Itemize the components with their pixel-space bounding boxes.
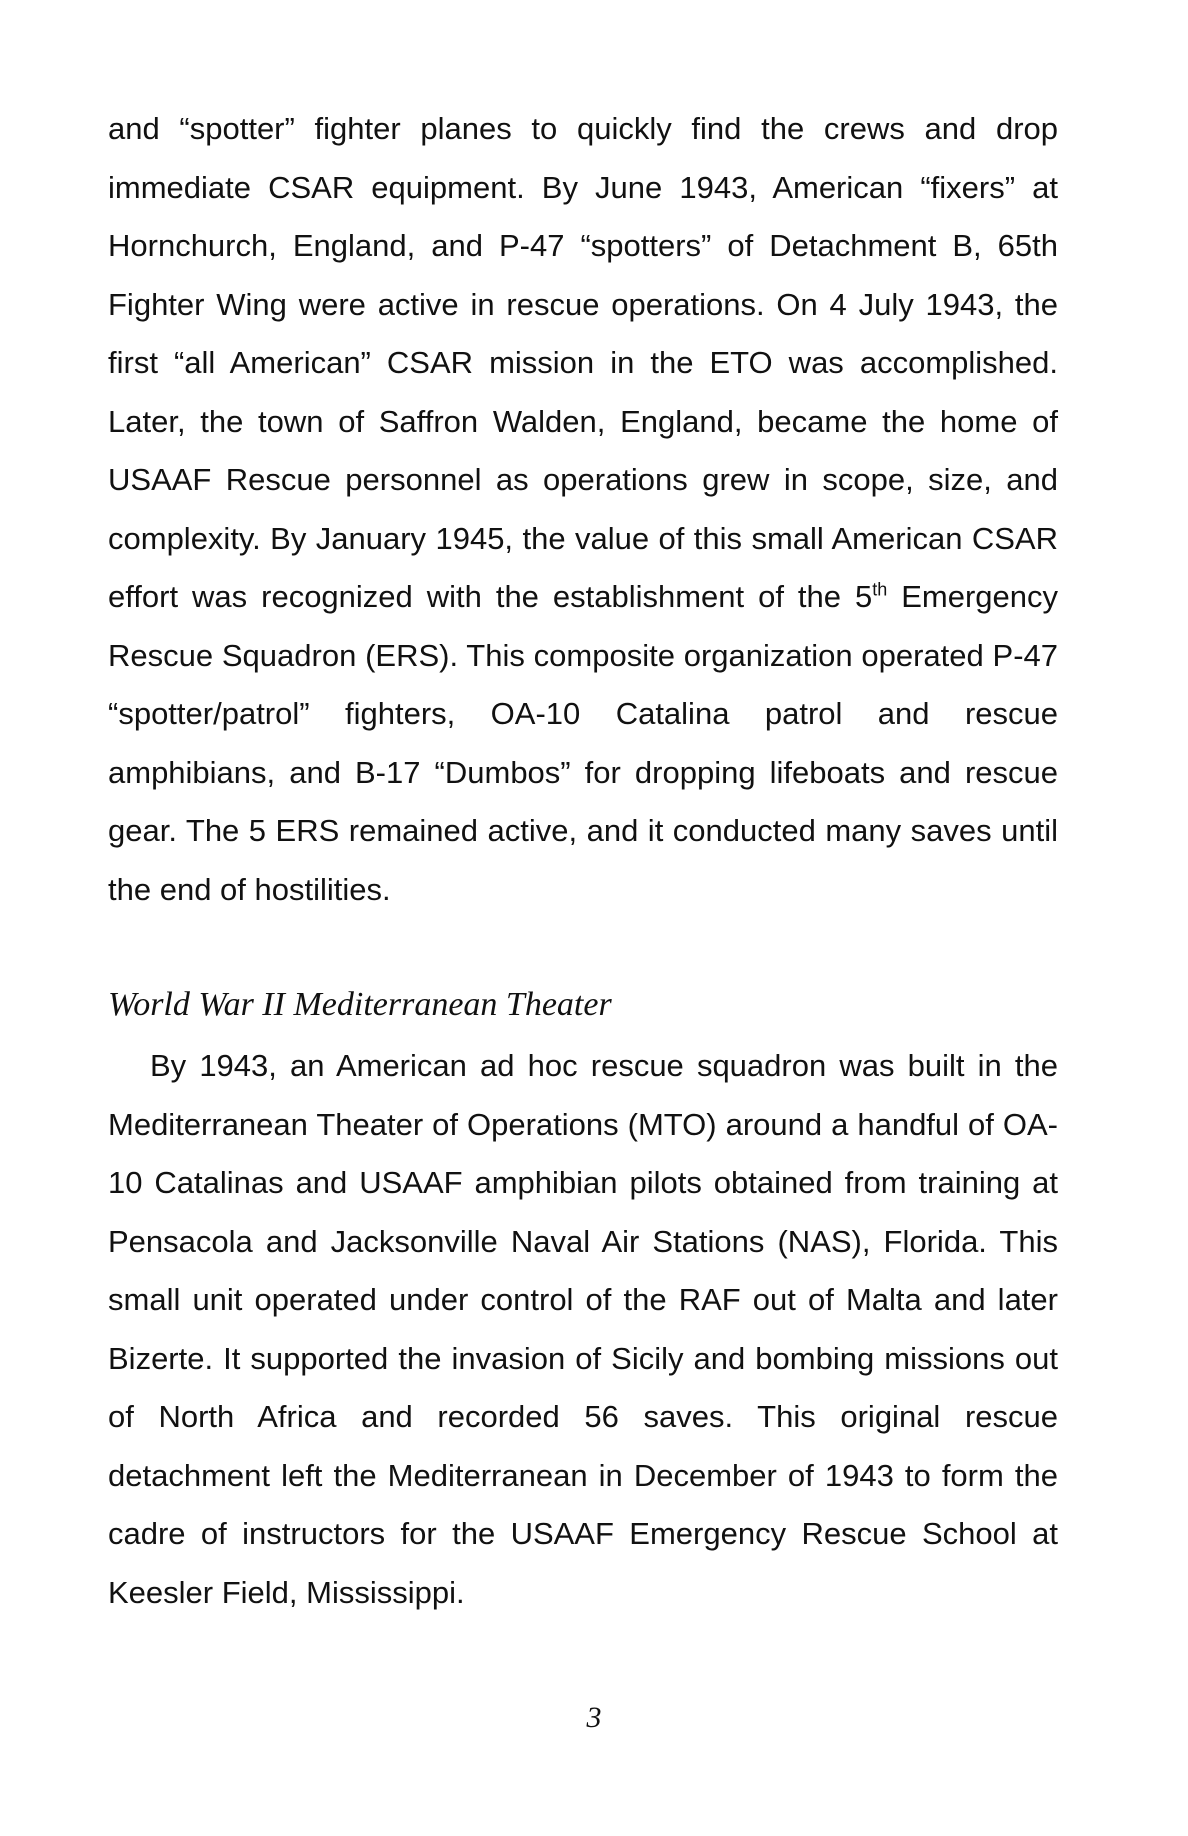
body-paragraph-mto-rescue: [108, 1037, 1058, 1622]
body-paragraph-etp-rescue: [108, 100, 1058, 919]
paragraph-text: [108, 100, 1058, 919]
paragraph-text-part: and “spotter” fighter planes to quickly find the crews and drop immediate CSAR equipment. By June 1943, American “fixers” at Hornchurch, England, and P-47 “spotters” of Detachment B, 65th Fighter Wing were active in rescue operations. On 4 July 1943, the first “all American” CSAR mission in the ETO was accomplished. Later, the town of Saffron Walden, England, became the home of USAAF Rescue personnel as operations grew in scope, size, and complexity. By January 1945, the value of this small American CSAR effort was recognized with the establishment of the 5: [108, 111, 1058, 614]
section-heading: World War II Mediterranean Theater: [108, 986, 612, 1023]
paragraph-text-part: Emergency Rescue Squadron (ERS). This composite organization operated P-47 “spotter/patrol” fighters, OA-10 Catalina patrol and rescue amphibians, and B-17 “Dumbos” for dropping lifeboats and rescue gear. The 5 ERS remained active, and it conducted many saves until the end of hostilities.: [108, 579, 1058, 907]
ordinal-suffix: th: [872, 579, 888, 600]
paragraph-text: By 1943, an American ad hoc rescue squadron was built in the Mediterranean Theater of Operations (MTO) around a handful of OA-10 Catalinas and USAAF amphibian pilots obtained from training at Pensacola and Jacksonville Naval Air Stations (NAS), Florida. This small unit operated under control of the RAF out of Malta and later Bizerte. It supported the invasion of Sicily and bombing missions out of North Africa and recorded 56 saves. This original rescue detachment left the Mediterranean in December of 1943 to form the cadre of instructors for the USAAF Emergency Rescue School at Keesler Field, Mississippi.: [108, 1048, 1058, 1610]
page-number: 3: [586, 1701, 602, 1734]
